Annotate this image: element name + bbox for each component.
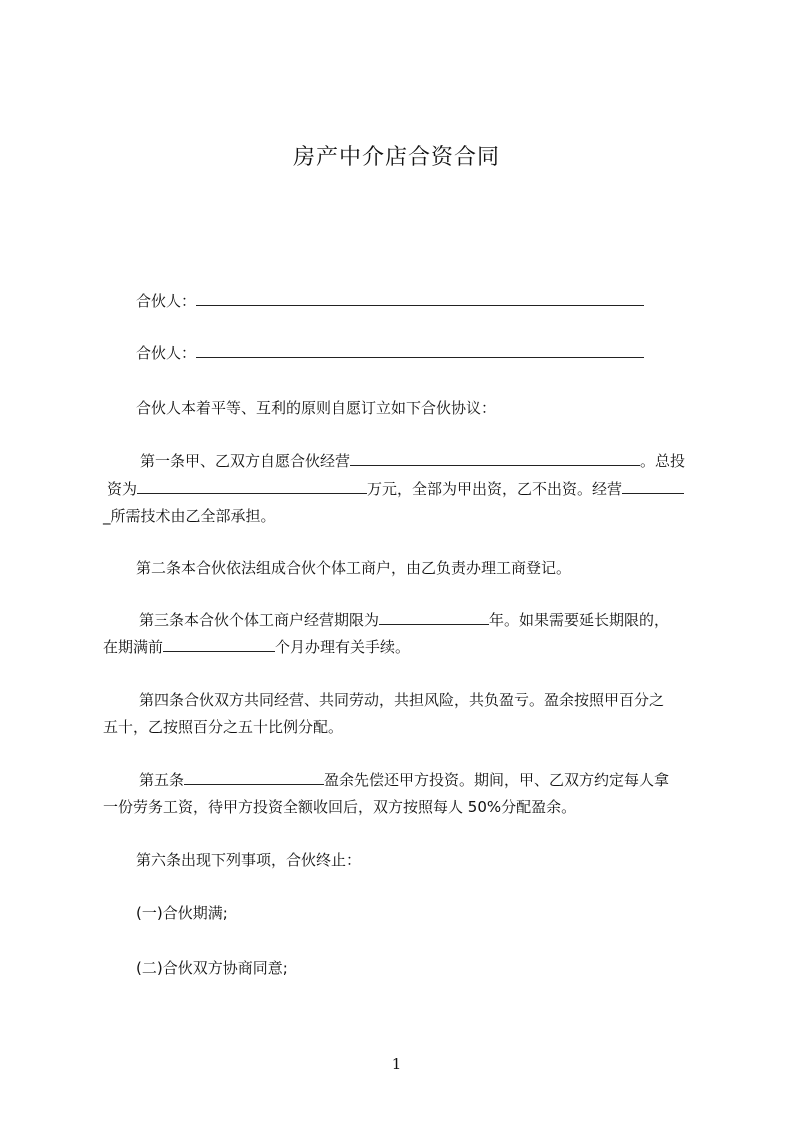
article-1-text-d: 万元，全部为甲出资，乙不出资。经营	[367, 480, 623, 498]
article-6-paragraph: 第六条出现下列事项，合伙终止：	[136, 851, 362, 869]
intro-paragraph: 合伙人本着平等、互利的原则自愿订立如下合伙协议：	[136, 399, 497, 417]
article-1-line-2	[107, 478, 684, 500]
article-3-text-c: 在期满前	[103, 638, 164, 656]
article-1-blank-operation	[622, 478, 684, 494]
article-4-line-2: 五十，乙按照百分之五十比例分配。	[103, 718, 344, 736]
partner-2-line	[136, 342, 644, 364]
article-5-line-2: 一份劳务工资，待甲方投资全额收回后，双方按照每人 50%分配盈余。	[103, 798, 577, 816]
article-3-text-b: 年。如果需要延长期限的，	[489, 611, 670, 629]
article-3-blank-months	[163, 636, 275, 652]
article-1-text-a: 第一条甲、乙双方自愿合伙经营	[140, 452, 351, 470]
article-1-line-1	[140, 450, 685, 472]
article-3-text-a: 第三条本合伙个体工商户经营期限为	[139, 611, 380, 629]
article-3-text-d: 个月办理有关手续。	[275, 638, 411, 656]
article-3-line-1	[139, 609, 669, 631]
article-3-blank-years	[379, 609, 489, 625]
article-1-blank-amount	[137, 478, 367, 494]
partner-1-blank	[196, 290, 644, 306]
list-item-2: (二)合伙双方协商同意;	[136, 959, 288, 977]
document-title: 房产中介店合资合同	[292, 145, 500, 170]
partner-2-label: 合伙人：	[136, 344, 197, 362]
article-5-text-b: 盈余先偿还甲方投资。期间，甲、乙双方约定每人拿	[324, 771, 670, 789]
partner-1-line	[136, 290, 644, 312]
list-item-1: (一)合伙期满;	[136, 904, 228, 922]
article-5-line-1	[139, 769, 669, 791]
article-5-text-a: 第五条	[139, 771, 185, 789]
article-5-blank	[184, 769, 324, 785]
article-1-text-c: 资为	[107, 480, 138, 498]
partner-2-blank	[196, 342, 644, 358]
article-4-line-1: 第四条合伙双方共同经营、共同劳动，共担风险，共负盈亏。盈余按照甲百分之	[139, 691, 665, 709]
article-1-blank-business	[350, 450, 640, 466]
article-1-line-3: _所需技术由乙全部承担。	[103, 507, 276, 525]
article-3-line-2	[103, 636, 410, 658]
partner-1-label: 合伙人：	[136, 292, 197, 310]
article-2-paragraph: 第二条本合伙依法组成合伙个体工商户，由乙负责办理工商登记。	[136, 559, 572, 577]
page-number: 1	[391, 1055, 402, 1073]
article-1-text-b: 。总投	[640, 452, 686, 470]
